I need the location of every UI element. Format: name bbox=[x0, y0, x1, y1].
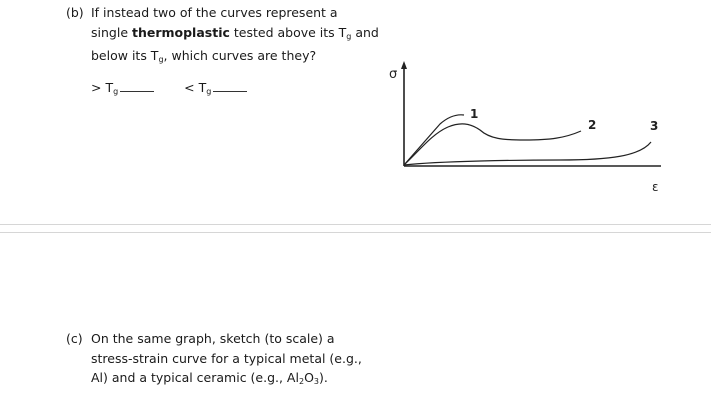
curve-1 bbox=[404, 115, 464, 165]
curve-2-label: 2 bbox=[588, 118, 597, 132]
above-tg-answer[interactable]: > $T_g$ bbox=[91, 80, 154, 96]
curve-3-label: 3 bbox=[650, 119, 659, 133]
question-c-line-1: On the same graph, sketch (to scale) a bbox=[91, 331, 335, 346]
stress-symbol: σ bbox=[389, 67, 398, 82]
thermoplastic-emphasis: thermoplastic bbox=[131, 24, 230, 40]
question-b-line-1: If instead two of the curves represent a bbox=[91, 5, 338, 20]
curve-3 bbox=[404, 142, 651, 165]
strain-symbol: ε bbox=[652, 180, 659, 194]
question-b-line-3: below its $T_g$, which curves are they? bbox=[91, 48, 317, 64]
question-c-line-3: Al) and a typical ceramic (e.g., $Al_2O_3$). bbox=[91, 370, 328, 386]
divider-top bbox=[0, 224, 711, 225]
question-c bbox=[66, 329, 396, 391]
question-b-line-2: single thermoplastic tested above its $T_g$ and bbox=[91, 24, 379, 41]
curve-1-label: 1 bbox=[470, 107, 479, 121]
divider-bottom bbox=[0, 232, 711, 233]
y-axis-arrow bbox=[401, 61, 407, 69]
question-c-label: (c) bbox=[66, 331, 83, 346]
question-b-label: (b) bbox=[66, 5, 84, 20]
below-tg-answer[interactable]: < $T_g$ bbox=[184, 80, 247, 96]
question-c-text bbox=[91, 329, 391, 392]
question-c-line-2: stress-strain curve for a typical metal (e.g., bbox=[91, 350, 362, 366]
curve-2 bbox=[404, 124, 581, 165]
